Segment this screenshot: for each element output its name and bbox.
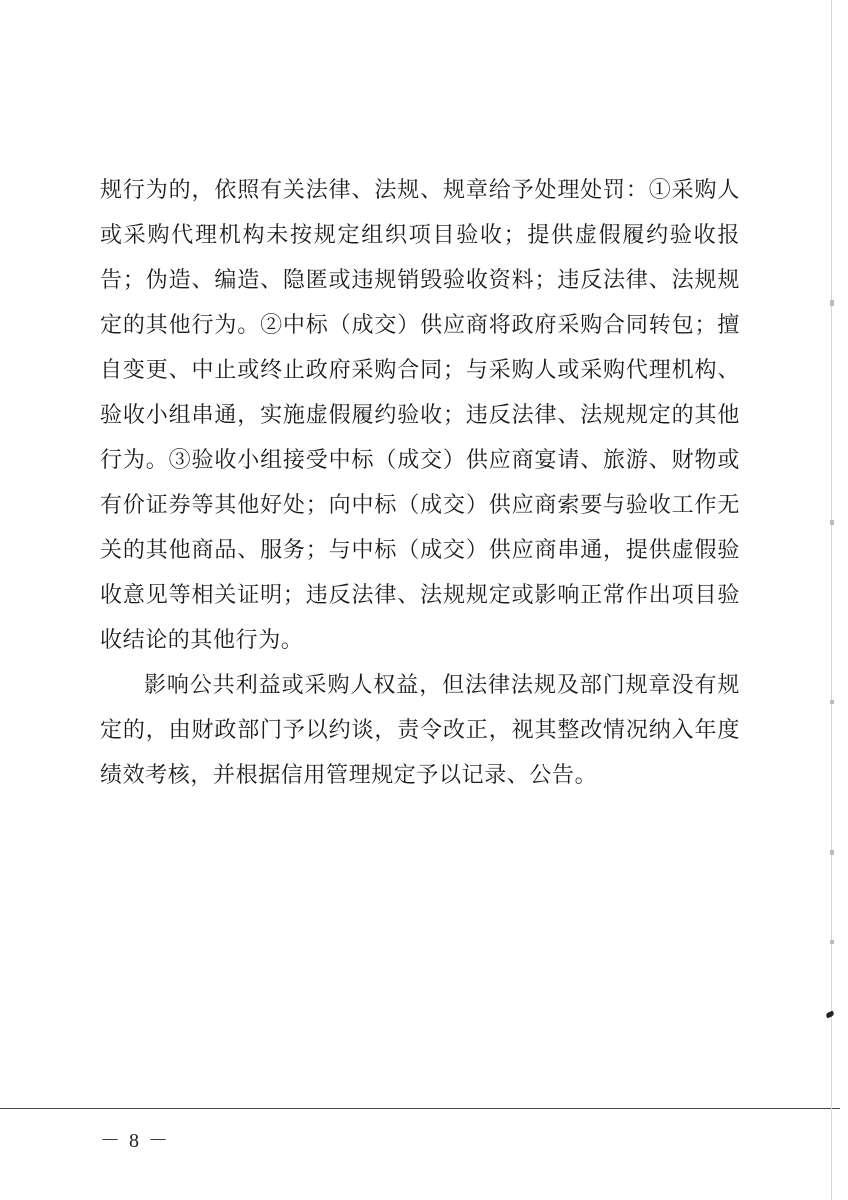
scan-mark bbox=[830, 940, 834, 944]
document-body bbox=[100, 168, 740, 798]
text-line-11: 收结论的其他行为。 bbox=[100, 628, 304, 653]
scan-mark bbox=[830, 850, 834, 855]
paragraph-2-line-3: 绩效考核，并根据信用管理规定予以记录、公告。 bbox=[100, 763, 598, 788]
text-line-8: 有价证券等其他好处；向中标（成交）供应商索要与验收工作无 bbox=[100, 493, 740, 518]
text-line-3: 告；伪造、编造、隐匿或违规销毁验收资料；违反法律、法规规 bbox=[100, 268, 740, 293]
scan-mark bbox=[830, 700, 834, 704]
page-number: － 8 － bbox=[100, 1130, 170, 1152]
paragraph-2-line-1: 影响公共利益或采购人权益，但法律法规及部门规章没有规 bbox=[144, 673, 740, 698]
scan-edge-line bbox=[831, 0, 832, 1200]
text-line-2: 或采购代理机构未按规定组织项目验收；提供虚假履约验收报 bbox=[100, 223, 740, 248]
scan-mark bbox=[830, 300, 834, 306]
text-line-9: 关的其他商品、服务；与中标（成交）供应商串通，提供虚假验 bbox=[100, 538, 740, 563]
text-line-1: 规行为的，依照有关法律、法规、规章给予处理处罚：①采购人 bbox=[100, 178, 740, 203]
text-line-5: 自变更、中止或终止政府采购合同；与采购人或采购代理机构、 bbox=[100, 358, 740, 383]
scan-mark bbox=[830, 520, 834, 525]
text-line-4: 定的其他行为。②中标（成交）供应商将政府采购合同转包；擅 bbox=[100, 313, 740, 338]
text-line-6: 验收小组串通，实施虚假履约验收；违反法律、法规规定的其他 bbox=[100, 403, 740, 428]
text-line-10: 收意见等相关证明；违反法律、法规规定或影响正常作出项目验 bbox=[100, 583, 740, 608]
scan-blot bbox=[825, 1011, 834, 1019]
text-line-7: 行为。③验收小组接受中标（成交）供应商宴请、旅游、财物或 bbox=[100, 448, 740, 473]
paragraph-2-line-2: 定的，由财政部门予以约谈，责令改正，视其整改情况纳入年度 bbox=[100, 718, 740, 743]
footer-divider bbox=[0, 1108, 840, 1109]
